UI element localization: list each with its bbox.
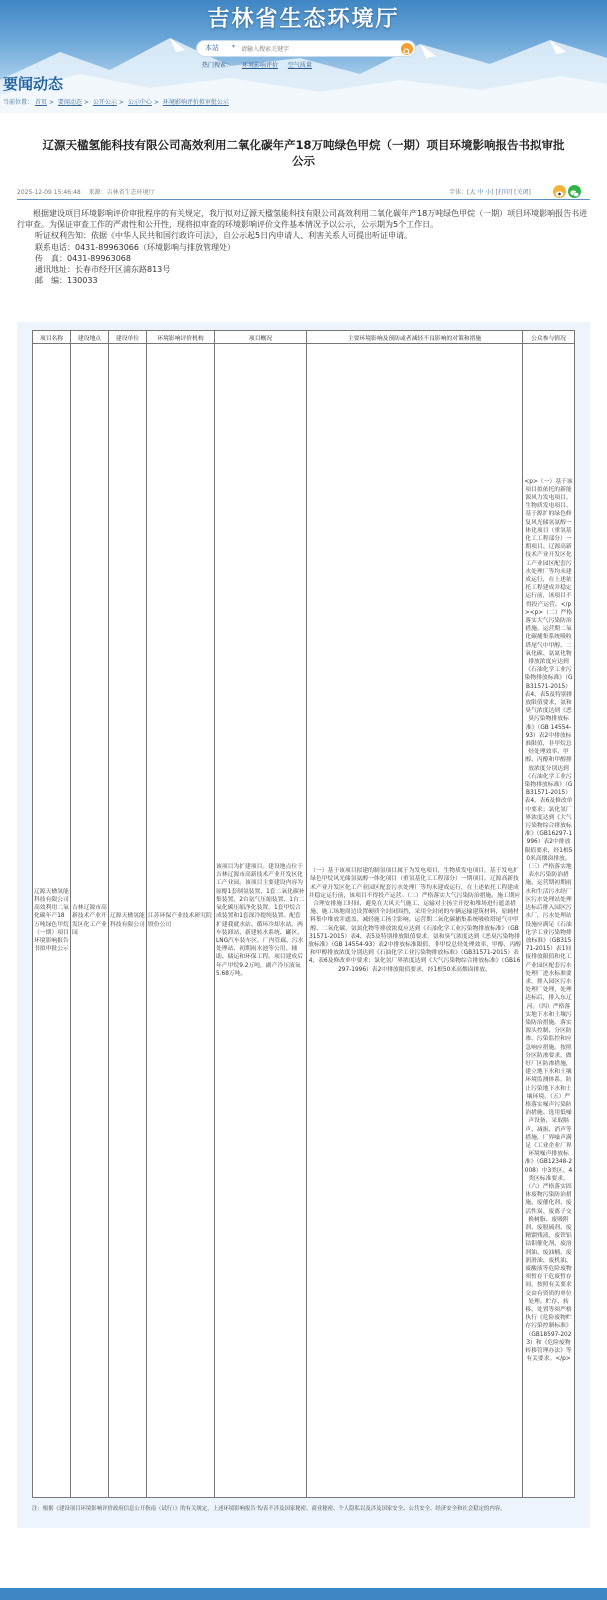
search-bar <box>196 40 416 57</box>
cell-eia-org: 江苏环保产业技术研究院股份公司 <box>147 344 215 1498</box>
font-size-large[interactable]: 大 <box>469 189 476 196</box>
search-input[interactable] <box>241 43 391 55</box>
contact-address: 通讯地址：长春市经开区浦东路813号 <box>35 265 171 275</box>
breadcrumb: 当前位置： 首页 > 要闻动态 > 公开公示 > 公示中心 > 环境影响评价拟审批公示 <box>3 99 229 106</box>
hot-search-label: 热门搜索： <box>202 62 233 69</box>
header-location: 建设地点 <box>71 331 109 344</box>
eye-icon <box>553 187 566 200</box>
print-link[interactable]: 打印 <box>497 189 510 196</box>
project-table-panel <box>17 322 590 1528</box>
cell-public: <p>（一）基于该项目拟依托的新能源风力发电项目、生物质发电项目、基于源扩的绿色修复风光储氢氨醇一体化项目（重氢基化工工程部分）一期项目、辽源高新技术产业开发区化工产业园区配套污水处理厂等均未建成运行，在上述依托工程建成并稳定运行前，该项目不得投产运营。</p><p>（二）严格落实大气污染防治措施。运营期二氧化碳捕集系统吸收塔尾气中甲醇、二氧化碳、氨氮化物排放浓度应达到《石油化学工业污染物排放标准》（GB31571-2015）表4、表5及特别排放限值要求，氨和臭气浓度达到《恶臭污染物排放标准》（GB 14554-93）表2中排放标准限值，非甲烷总烃处理效率、甲醇、丙醇和甲醇排放浓度分别达到《石油化学工业污染物排放标准》（GB31571-2015）表4、表6及修改单中要求；氯化氢厂界浓度达到《大气污染物综合排放标准》（GB16297-1996）表2中排放限值要求，经1根50米高烟囱排放。（三）严格落实地表水污染防治措施。运营期初期雨水和生活污水经厂区污水处理站处理达标后排入园区污水厂，污水处理站设施应满足《石油化学工业污染物排放标准》（GB31571-2015）表1间接排放限值和化工产业园区配套污水处理厂进水标准要求，排入园区污水处理厂处理，处理达标后，排入东辽河。（四）严格落实地下水和土壤污染防治措施。落实源头控制、分区防渗、污染监控和应急响应措施。按照分区防渗要求，做好厂区防渗措施，建立地下水和土壤环境监测体系，防止污染地下水和土壤环境。（五）严格落实噪声污染防治措施。选用低噪声设备，采取隔声、减振、消声等措施，厂界噪声满足《工业企业厂界环境噪声排放标准》（GB12348-2008）中3类区、4类区标准要求。（六）严格落实固体废物污染防治措施。废催化剂、废活性炭、废离子交换树脂、废吸附剂、废脱硫剂、废精馏残液、废铁铝钴钼催化剂、废溶剂油、废油桶、废润滑油、废机油、废酸液等危险废物须暂存于危废暂存间，按照有关要求交由有资质的单位处理。贮存、转移、处置等须严格执行《危险废物贮存污染控制标准》（GB18597-2023）和《危险废物转移管理办法》等有关要求。</p> <box>523 344 575 1498</box>
breadcrumb-public[interactable]: 公开公示 <box>92 99 117 106</box>
wechat-share-icon[interactable] <box>568 185 581 198</box>
cell-summary: 该项目为扩建项目。建设地点位于吉林辽源市高新技术产业开发区化工产业园。该项目主要建设内容为原醇1套制氢装置、1套二氧化碳补集装置、2台氨气压缩装置、1台二氧化碳压缩净化装置，1套甲烷合成装置和1套深冷提纯装置。配套扩建我就水站、循环冷却水站、两车装卸站、新建转水系统、罐区、LNG汽车装车区、厂内管廊、污水处理站、初期雨水池等公用、辅助、储运和环保工程。项目建成后年产甲烷9.2万吨，副产冷压液氧5.68万吨。 <box>215 344 307 1498</box>
font-size-medium[interactable]: 中 <box>477 189 484 196</box>
project-table <box>32 330 575 1498</box>
article-tools: 字体：[大 中 小] [打印] [关闭] <box>449 189 531 196</box>
header-summary: 项目概况 <box>215 331 307 344</box>
weibo-share-icon[interactable] <box>553 185 566 198</box>
close-link[interactable]: 关闭 <box>516 189 529 196</box>
breadcrumb-home[interactable]: 首页 <box>34 99 47 106</box>
header-eia-org: 环境影响评价机构 <box>147 331 215 344</box>
hot-search-row <box>202 60 320 69</box>
hearing-notice: 听证权利告知：依据《中华人民共和国行政许可法》，自公示起5日内申请人、利害关系人可提出听证申请。 <box>35 231 413 241</box>
header-unit: 建设单位 <box>109 331 147 344</box>
site-header <box>0 0 607 113</box>
wechat-icon <box>568 187 581 200</box>
article-title: 辽源天楹氢能科技有限公司高效利用二氧化碳年产18万吨绿色甲烷（一期）项目环境影响报告书拟审批公示 <box>42 138 565 168</box>
article-source: 来源：吉林省生态环境厅 <box>88 189 155 196</box>
contact-postcode: 邮 编：130033 <box>35 276 98 286</box>
cell-unit: 辽源天楹氢能科技有限公司 <box>109 344 147 1498</box>
article-meta-bar <box>17 184 590 200</box>
font-size-small[interactable]: 小 <box>485 189 492 196</box>
cell-location: 吉林辽源市高新技术产业开发区化工产业园 <box>71 344 109 1498</box>
cell-measures: （一）基于该项目拟建的制氢项目属于为发电项目，生物质发电项目，基于发电扩绿色甲烷风光储氢氨醇一体化项目（重氢基化工工程部分）一期项目。辽源高新技术产业开发区化工产业园区配套污水处理厂等均未建成运行，在上述依托工程建成并稳定运行前，该项目不得投产运营。（二）严格落实大气污染防治措施。施工期应合理安排施工时间，避免在大风天气施工，运输对主扬尘开挖和堆场进行遮盖措施，施工场地周边设置硬质全封闭围挡，采用全封闭的车辆运输建筑材料，原辅材料集中堆放并遮盖，减轻施工扬尘影响。运营期二氧化碳捕集系统吸收塔尾气中甲醇、二氧化碳、氨氮化物等排放浓度应达到《石油化学工业污染物排放标准》（GB 31571-2015）表4、表5及特别排放限值要求，氨和臭气浓度达到《恶臭污染物排放标准》（GB 14554-93）表2中排放标准限值，非甲烷总烃处理效率、甲醇、丙醇和甲醇排放浓度分别达到《石油化学工业污染物排放标准》（GB31571-2015）表4、表6及修改单中要求；氯化氢厂界浓度达到《大气污染物综合排放标准》（GB16297-1996）表2中排放限值要求，经1根50米高烟囱排放。 <box>307 344 523 1498</box>
breadcrumb-center[interactable]: 公示中心 <box>127 99 152 106</box>
table-row <box>33 344 575 1498</box>
body-intro-paragraph: 根据建设项目环境影响评价审批程序的有关规定，我厅拟对辽源天楹氢能科技有限公司高效利用二氧化碳年产18万吨绿色甲烷（一期）项目环境影响报告书进行审查。为保证审查工作的严肃性和公开性，现将拟审查的环境影响评价文件基本情况予以公示，公示期为5个工作日。 <box>17 209 588 230</box>
breadcrumb-eia[interactable]: 环境影响评价拟审批公示 <box>162 99 229 106</box>
header-measures: 主要环境影响及预防或者减轻不良影响的对策和措施 <box>307 331 523 344</box>
contact-phone: 联系电话：0431-89963066（环境影响与排放管理处） <box>35 242 235 252</box>
section-title: 要闻动态 <box>3 75 64 93</box>
breadcrumb-prefix: 当前位置： <box>3 99 34 106</box>
footer-bar <box>0 1588 607 1600</box>
font-size-label: 字体： <box>449 189 468 196</box>
search-icon <box>401 46 413 58</box>
hot-search-link-air[interactable]: 空气质量 <box>287 62 312 69</box>
chevron-down-icon[interactable]: ▾ <box>232 43 236 50</box>
site-title: 吉林省生态环境厅 <box>207 7 400 32</box>
hot-search-link-eia[interactable]: 环境影响评价 <box>241 62 278 69</box>
article-meta <box>17 187 161 196</box>
table-header-row <box>33 331 575 344</box>
table-footnote: 注：根据《建设项目环境影响评价政府信息公开指南（试行）》的有关规定，上述环境影响报告书/表不涉及国家秘密、商业秘密、个人隐私以及涉及国家安全、公共安全、经济安全和社会稳定的内容。 <box>32 1506 506 1512</box>
header-project-name: 项目名称 <box>33 331 71 344</box>
search-scope-select[interactable]: 本站 <box>205 44 219 52</box>
breadcrumb-news[interactable]: 要闻动态 <box>57 99 82 106</box>
search-button[interactable] <box>401 43 413 55</box>
publish-date: 2025-12-09 15:46:48 <box>17 189 81 196</box>
cell-project-name: 辽源天楹氢能科技有限公司高效利用二氧化碳年产18万吨绿色甲烷（一期）项目环境影响报告书拟审批公示 <box>33 344 71 1498</box>
header-public: 公众参与情况 <box>523 331 575 344</box>
article-body <box>17 208 592 286</box>
contact-fax: 传 真：0431-89963068 <box>35 253 131 263</box>
